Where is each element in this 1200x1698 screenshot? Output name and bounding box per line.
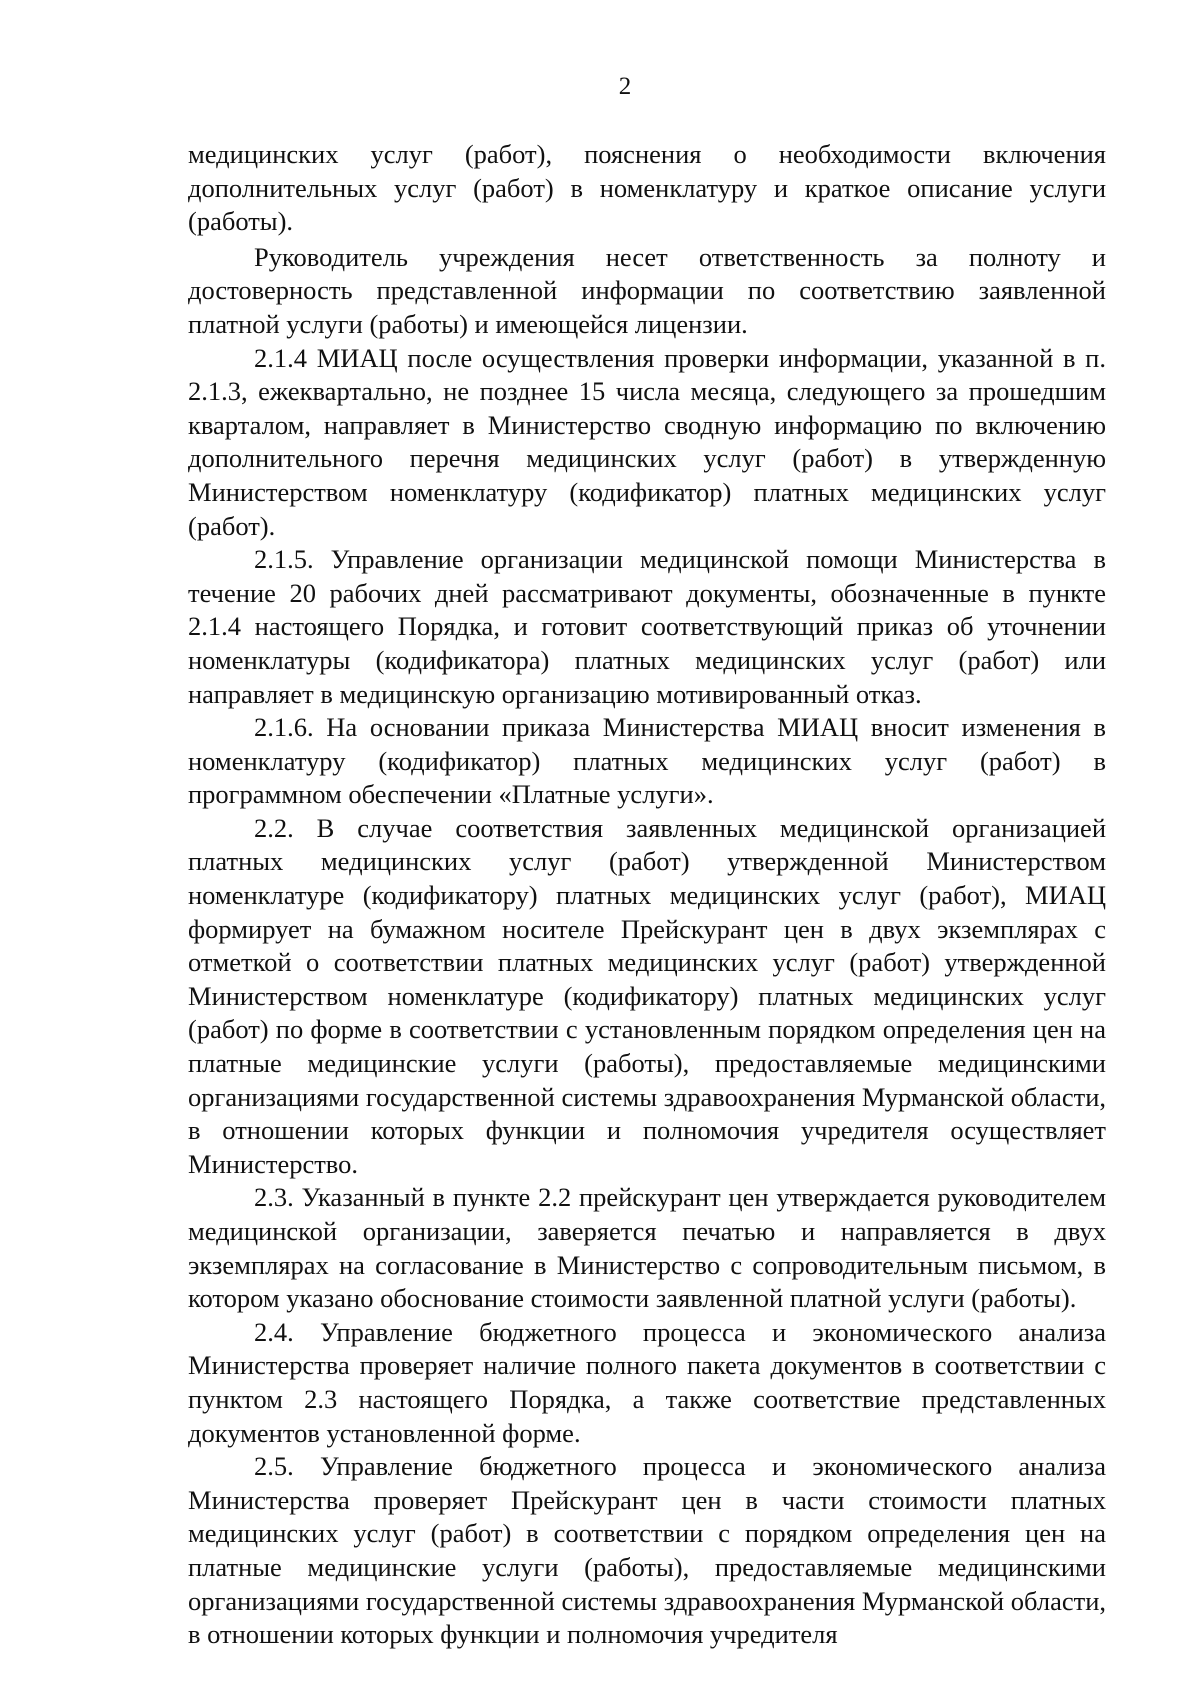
paragraph-2-1-4: 2.1.4 МИАЦ после осуществления проверки информации, указанной в п. 2.1.3, ежеквартально, не позднее 15 числа месяца, следующего за прошедшим кварталом, направляет в Министерство сводную информацию по включению дополнительного перечня медицинских услуг (работ) в утвержденную Министерством номенклатуру (кодификатор) платных медицинских услуг (работ). (188, 342, 1106, 541)
paragraph-2-1-6: 2.1.6. На основании приказа Министерства МИАЦ вносит изменения в номенклатуру (кодификатор) платных медицинских услуг (работ) в программном обеспечении «Платные услуги». (188, 712, 1106, 810)
paragraph-2-4: 2.4. Управление бюджетного процесса и экономического анализа Министерства проверяет наличие полного пакета документов в соответствии с пунктом 2.3 настоящего Порядка, а также соответствие представленных документов установленной форме. (188, 1316, 1106, 1448)
paragraph-continuation: медицинских услуг (работ), пояснения о необходимости включения дополнительных услуг (работ) в номенклатуру и краткое описание услуги (работы). (188, 139, 1106, 237)
paragraph-2-1-5: 2.1.5. Управление организации медицинской помощи Министерства в течение 20 рабочих дней рассматривают документы, обозначенные в пункте 2.1.4 настоящего Порядка, и готовит соответствующий приказ об уточнении номенклатуры (кодификатора) платных медицинских услуг (работ) или направляет в медицинскую организацию мотивированный отказ. (188, 544, 1106, 709)
page-number: 2 (618, 73, 632, 100)
paragraph-2-5: 2.5. Управление бюджетного процесса и экономического анализа Министерства проверяет Прейскурант цен в части стоимости платных медицинских услуг (работ) в соответствии с порядком определения цен на платные медицинские услуги (работы), предоставляемые медицинскими организациями государственной системы здравоохранения Мурманской области, в отношении которых функции и полномочия учредителя (188, 1451, 1106, 1650)
paragraph-2-2: 2.2. В случае соответствия заявленных медицинской организацией платных медицинских услуг (работ) утвержденной Министерством номенклатуре (кодификатору) платных медицинских услуг (работ), МИАЦ формирует на бумажном носителе Прейскурант цен в двух экземплярах с отметкой о соответствии платных медицинских услуг (работ) утвержденной Министерством номенклатуре (кодификатору) платных медицинских услуг (работ) по форме в соответствии с установленным порядком определения цен на платные медицинские услуги (работы), предоставляемые медицинскими организациями государственной системы здравоохранения Мурманской области, в отношении которых функции и полномочия учредителя осуществляет Министерство. (188, 812, 1106, 1179)
document-body (188, 138, 1106, 1652)
paragraph-2-3: 2.3. Указанный в пункте 2.2 прейскурант цен утверждается руководителем медицинской организации, заверяется печатью и направляется в двух экземплярах на согласование в Министерство с сопроводительным письмом, в котором указано обоснование стоимости заявленной платной услуги (работы). (188, 1182, 1106, 1314)
paragraph-responsibility: Руководитель учреждения несет ответственность за полноту и достоверность представленной информации по соответствию заявленной платной услуги (работы) и имеющейся лицензии. (188, 241, 1106, 339)
